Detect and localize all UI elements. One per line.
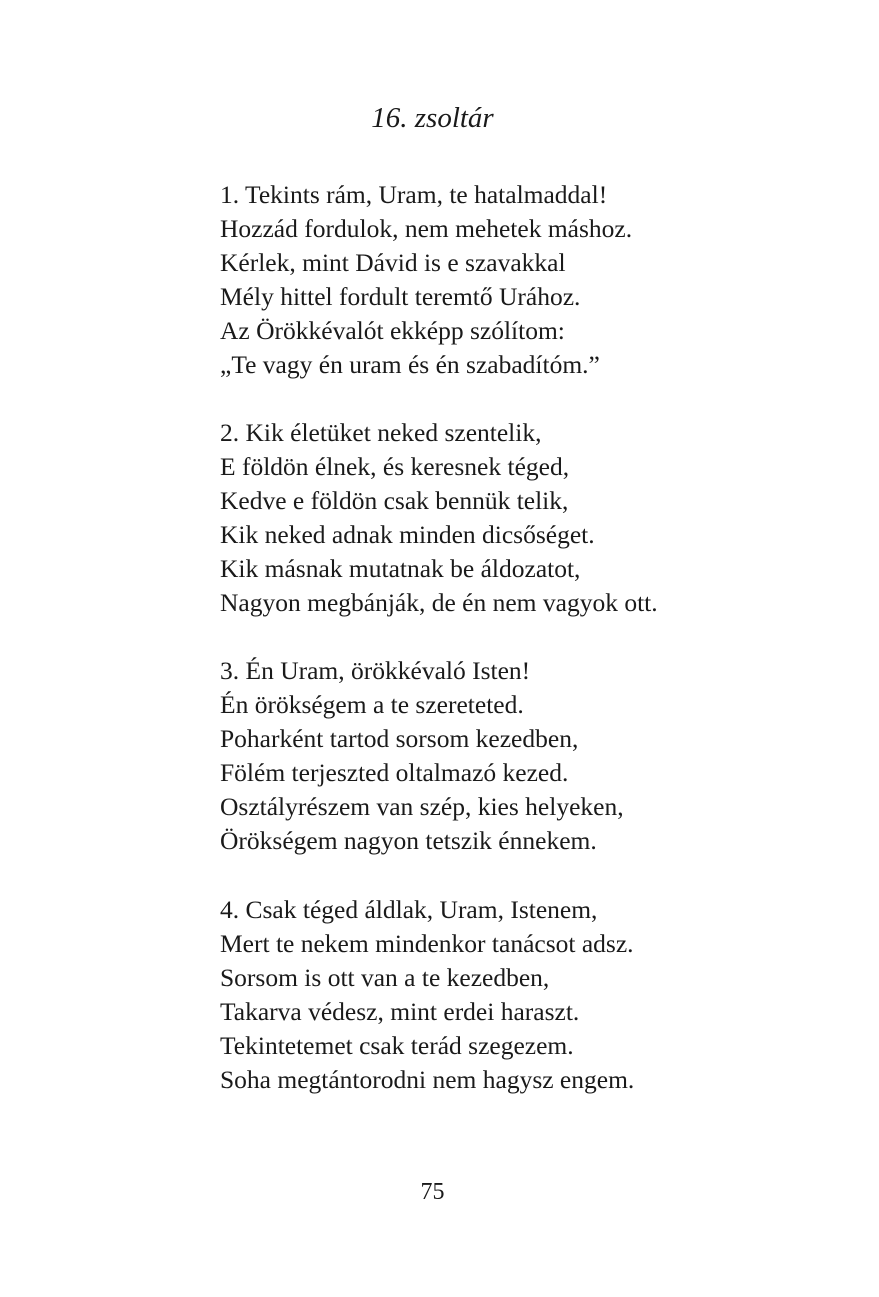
verse-line: 1. Tekints rám, Uram, te hatalmaddal!: [220, 180, 608, 209]
verse-line: Kik neked adnak minden dicsőséget.: [220, 520, 595, 549]
page-number: 75: [420, 1179, 445, 1205]
verse-line: Kedve e földön csak bennük telik,: [220, 486, 569, 515]
verse-line: Kérlek, mint Dávid is e szavakkal: [220, 248, 566, 277]
verse-line: Takarva védesz, mint erdei haraszt.: [220, 997, 580, 1026]
verse-line: 4. Csak téged áldlak, Uram, Istenem,: [220, 895, 598, 924]
verse-line: Az Örökkévalót ekképp szólítom:: [220, 316, 565, 345]
stanza-2: [220, 416, 840, 620]
verse-line: Soha megtántorodni nem hagysz engem.: [220, 1065, 635, 1094]
verse-line: Kik másnak mutatnak be áldozatot,: [220, 554, 581, 583]
verse-line: Osztályrészem van szép, kies helyeken,: [220, 792, 624, 821]
verse-line: E földön élnek, és keresnek téged,: [220, 452, 570, 481]
verse-line: Poharként tartod sorsom kezedben,: [220, 724, 579, 753]
verse-line: Sorsom is ott van a te kezedben,: [220, 963, 550, 992]
psalm-title: 16. zsoltár: [371, 102, 494, 134]
verse-line: Mert te nekem mindenkor tanácsot adsz.: [220, 929, 634, 958]
verse-line: Nagyon megbánják, de én nem vagyok ott.: [220, 588, 658, 617]
verse-line: Fölém terjeszted oltalmazó kezed.: [220, 758, 569, 787]
stanza-3: [220, 654, 840, 858]
verse-line: 2. Kik életüket neked szentelik,: [220, 418, 542, 447]
verse-line: Hozzád fordulok, nem mehetek máshoz.: [220, 214, 633, 243]
verse-line: Én örökségem a te szereteted.: [220, 690, 524, 719]
verse-line: 3. Én Uram, örökkévaló Isten!: [220, 656, 531, 685]
verse-line: Mély hittel fordult teremtő Urához.: [220, 282, 581, 311]
stanza-4: [220, 893, 840, 1097]
stanza-1: [220, 178, 840, 382]
verse-line: „Te vagy én uram és én szabadítóm.”: [220, 350, 600, 379]
verse-line: Örökségem nagyon tetszik énnekem.: [220, 826, 597, 855]
verse-line: Tekintetemet csak terád szegezem.: [220, 1031, 574, 1060]
